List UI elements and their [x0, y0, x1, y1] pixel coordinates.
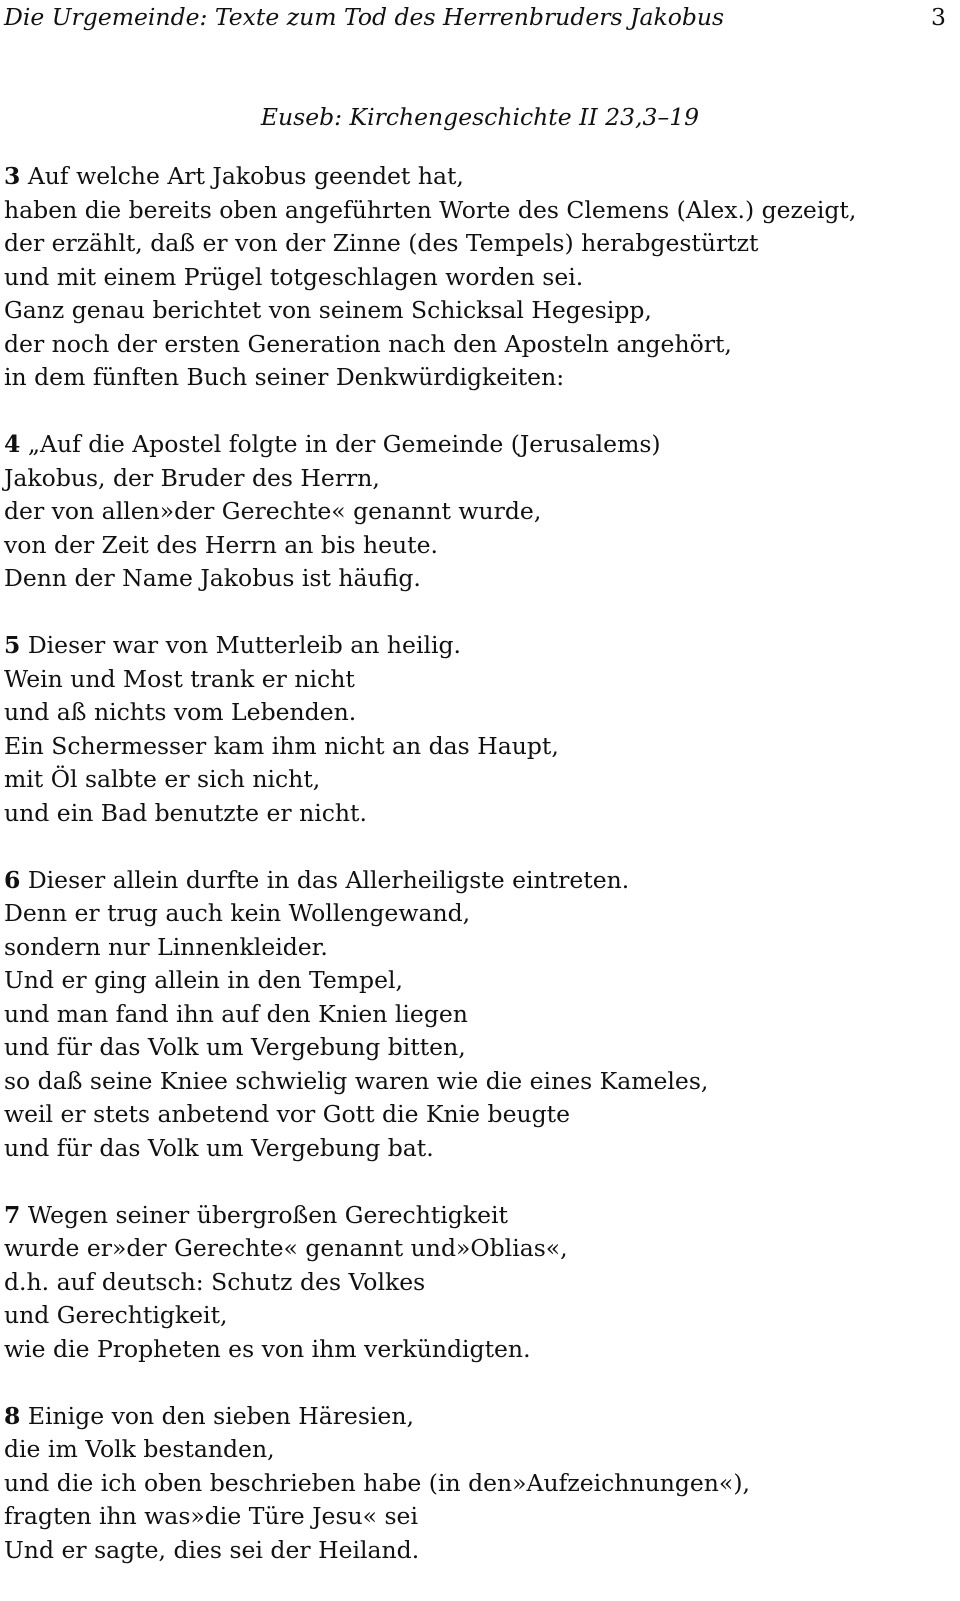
paragraph-first-line — [4, 1400, 954, 1434]
text-line: und für das Volk um Vergebung bitten, — [4, 1033, 466, 1061]
paragraph-7 — [4, 1199, 954, 1367]
paragraph-first-line — [4, 1199, 954, 1233]
text-line: der erzählt, daß er von der Zinne (des Tempels) herabgestürtzt — [4, 229, 759, 257]
text-line: Und er ging allein in den Tempel, — [4, 966, 403, 994]
text-line: und aß nichts vom Lebenden. — [4, 698, 357, 726]
text-line: d.h. auf deutsch: Schutz des Volkes — [4, 1267, 426, 1296]
text-line: Denn der Name Jakobus ist häufig. — [4, 564, 421, 592]
text-line: haben die bereits oben angeführten Worte des Clemens (Alex.) gezeigt, — [4, 195, 857, 224]
text-line: so daß seine Kniee schwielig waren wie die eines Kameles, — [4, 1066, 709, 1095]
text-line: weil er stets anbetend vor Gott die Knie beugte — [4, 1100, 571, 1128]
line-text: Dieser allein durfte in das Allerheiligste eintreten. — [20, 865, 630, 894]
text-line: fragten ihn was»die Türe Jesu« sei — [4, 1502, 418, 1530]
text-line: Ein Schermesser kam ihm nicht an das Haupt, — [4, 731, 559, 760]
text-line: wie die Propheten es von ihm verkündigten. — [4, 1334, 531, 1363]
text-line: und man fand ihn auf den Knien liegen — [4, 999, 468, 1028]
paragraph-5 — [4, 629, 954, 830]
line-text: Wegen seiner übergroßen Gerechtigkeit — [20, 1200, 508, 1229]
text-line: der noch der ersten Generation nach den Aposteln angehört, — [4, 329, 732, 358]
paragraph-number: 6 — [4, 865, 21, 894]
text-line: und für das Volk um Vergebung bat. — [4, 1133, 434, 1162]
text-line: Ganz genau berichtet von seinem Schicksal Hegesipp, — [4, 296, 652, 324]
running-head — [4, 0, 946, 34]
text-line: Denn er trug auch kein Wollengewand, — [4, 899, 471, 927]
line-text: Dieser war von Mutterleib an heilig. — [20, 631, 462, 659]
text-line: der von allen»der Gerechte« genannt wurde, — [4, 497, 542, 525]
paragraph-4 — [4, 428, 954, 596]
text-line: und die ich oben beschrieben habe (in den»Aufzeichnungen«), — [4, 1468, 750, 1497]
text-line: Jakobus, der Bruder des Herrn, — [4, 463, 380, 492]
paragraph-6 — [4, 864, 954, 1166]
running-title: Die Urgemeinde: Texte zum Tod des Herrenbruders Jakobus — [4, 3, 725, 31]
line-text: Einige von den sieben Häresien, — [20, 1401, 414, 1430]
line-text: „Auf die Apostel folgte in der Gemeinde (Jerusalems) — [20, 430, 661, 458]
source-heading: Euseb: Kirchengeschichte II 23,3–19 — [260, 103, 700, 131]
page-number: 3 — [931, 3, 946, 31]
text-line: und Gerechtigkeit, — [4, 1301, 228, 1329]
paragraph-first-line — [4, 160, 954, 194]
text-line: Wein und Most trank er nicht — [4, 664, 355, 693]
body-text — [4, 160, 954, 1601]
paragraph-first-line — [4, 864, 954, 898]
text-line: in dem fünften Buch seiner Denkwürdigkeiten: — [4, 363, 565, 391]
line-text: Auf welche Art Jakobus geendet hat, — [20, 162, 464, 190]
paragraph-8 — [4, 1400, 954, 1568]
paragraph-3 — [4, 160, 954, 395]
text-line: von der Zeit des Herrn an bis heute. — [4, 530, 439, 559]
paragraph-first-line — [4, 428, 954, 462]
paragraph-number: 5 — [4, 631, 21, 659]
paragraph-number: 4 — [4, 430, 21, 458]
text-line: die im Volk bestanden, — [4, 1435, 275, 1463]
paragraph-number: 3 — [4, 162, 21, 190]
text-line: mit Öl salbte er sich nicht, — [4, 765, 321, 793]
text-line: wurde er»der Gerechte« genannt und»Oblias«, — [4, 1234, 568, 1262]
text-line: und mit einem Prügel totgeschlagen worden sei. — [4, 262, 584, 291]
paragraph-first-line — [4, 629, 954, 663]
paragraph-number: 8 — [4, 1401, 21, 1430]
paragraph-number: 7 — [4, 1200, 21, 1229]
text-line: sondern nur Linnenkleider. — [4, 932, 328, 961]
text-line: Und er sagte, dies sei der Heiland. — [4, 1535, 420, 1564]
text-line: und ein Bad benutzte er nicht. — [4, 798, 367, 827]
